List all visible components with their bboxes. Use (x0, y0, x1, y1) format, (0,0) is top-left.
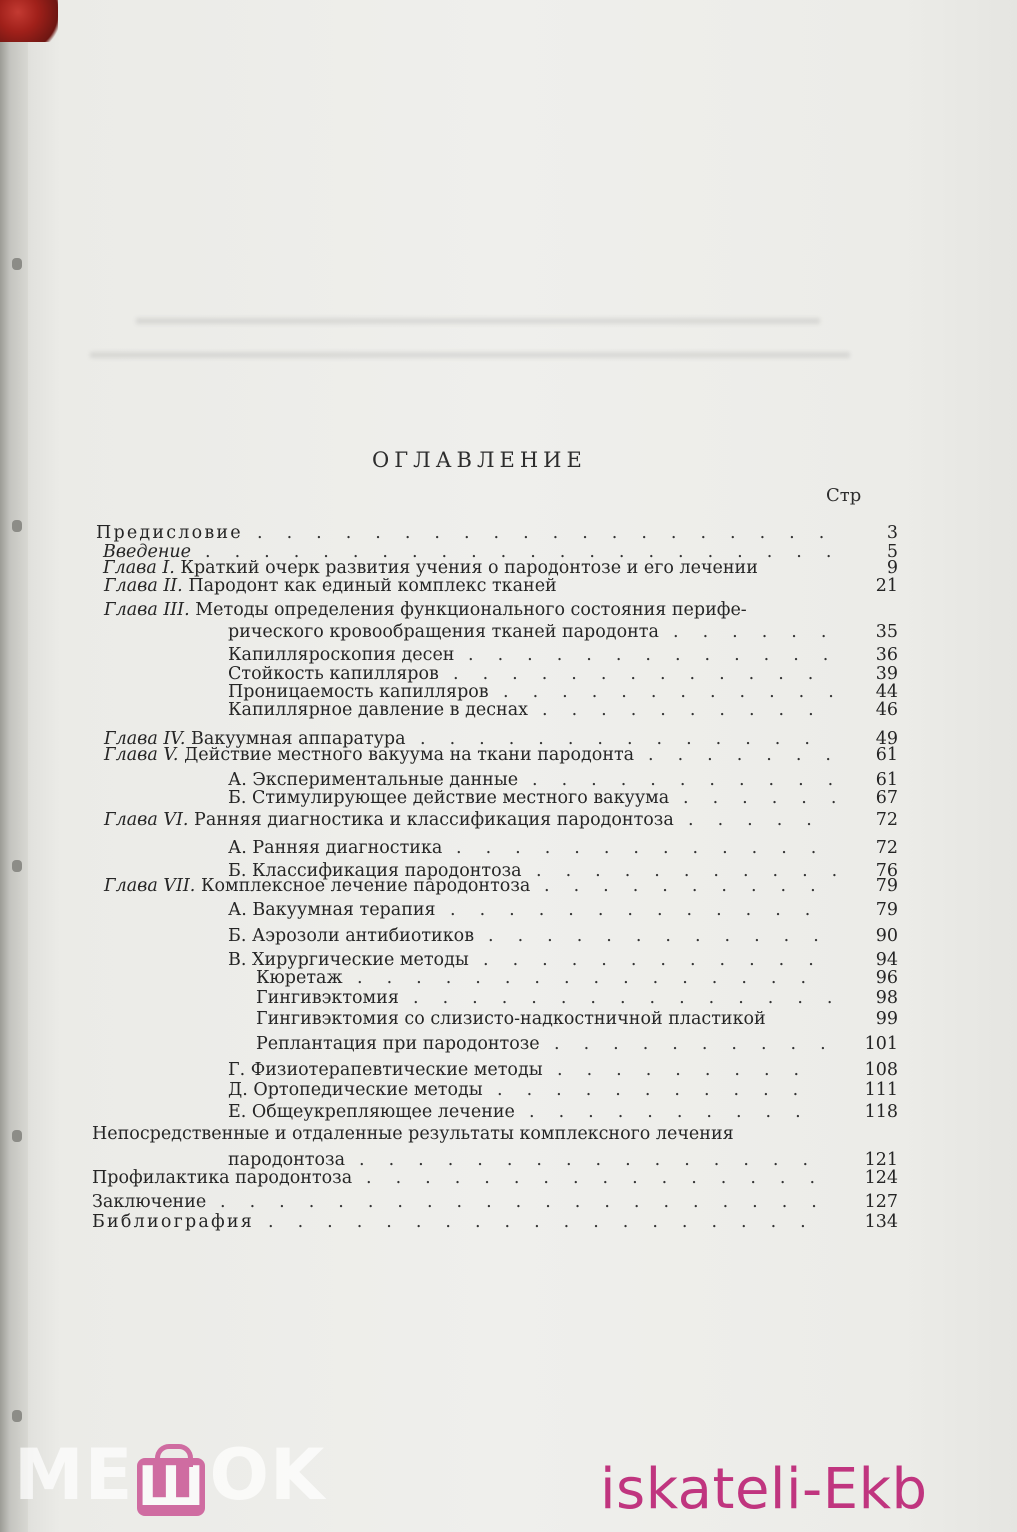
toc-entry-text: Действие местного вакуума на ткани пародонта (184, 745, 635, 765)
watermark-bag-letter: Ш (137, 1455, 206, 1518)
dot-leader: ............. (453, 664, 838, 684)
toc-entry-text: Краткий очерк развития учения о пародонтозе и его лечении (180, 558, 758, 578)
toc-entry-label (228, 836, 442, 860)
binding-stitch (12, 258, 22, 270)
toc-entry-label (228, 924, 474, 948)
dot-leader: ......... (557, 1060, 824, 1080)
toc-chapter-prefix: Глава VII. (104, 876, 196, 896)
toc-chapter-prefix: Глава III. (104, 600, 190, 620)
toc-entry-label (256, 1032, 540, 1056)
toc-page-number: 96 (875, 968, 898, 988)
toc-entry-label (228, 786, 669, 810)
toc-entry-text: Е. Общеукрепляющее лечение (228, 1102, 515, 1122)
toc-entry (0, 874, 1017, 898)
toc-entry-text: Пародонт как единый комплекс тканей (188, 576, 557, 596)
watermark-text-end: OK (209, 1434, 326, 1516)
dot-leader: ...................... (205, 542, 856, 562)
dot-leader: .......... (529, 1102, 825, 1122)
toc-page-number: 72 (875, 838, 898, 858)
toc-page-number: 90 (875, 926, 898, 946)
toc-entry-text: Методы определения функционального состояния перифе- (195, 600, 747, 620)
toc-page-number: 127 (864, 1192, 898, 1212)
dot-leader: ............... (413, 988, 857, 1008)
toc-entry (0, 698, 1017, 722)
toc-page-number: 101 (864, 1034, 898, 1054)
toc-page-number: 118 (864, 1102, 898, 1122)
toc-page-number: 79 (875, 876, 898, 896)
dot-leader: ................ (366, 1168, 840, 1188)
toc-entry (0, 620, 1017, 644)
dot-leader: .......... (544, 876, 840, 896)
toc-page-number: 79 (875, 900, 898, 920)
toc-entry (0, 1166, 1017, 1190)
dot-leader: .......... (542, 700, 838, 720)
toc-entry-text: Г. Физиотерапевтические методы (228, 1060, 543, 1080)
dot-leader: ............. (456, 838, 841, 858)
toc-entry (0, 808, 1017, 832)
toc-entry-label (104, 874, 530, 898)
dot-leader: ................ (357, 968, 831, 988)
toc-entry-label (104, 574, 557, 598)
dot-leader: ........... (532, 770, 858, 790)
toc-page-number: 35 (875, 622, 898, 642)
toc-entry (0, 1007, 1017, 1031)
toc-entry (0, 924, 1017, 948)
toc-entry-text: рического кровообращения тканей пародонта (228, 622, 659, 642)
toc-entry (0, 1100, 1017, 1124)
dot-leader: ........... (497, 1080, 823, 1100)
toc-entry (0, 898, 1017, 922)
toc-entry (0, 1078, 1017, 1102)
toc-entry-text: Б. Аэрозоли антибиотиков (228, 926, 475, 946)
toc-chapter-prefix: Глава II. (104, 576, 183, 596)
toc-chapter-prefix: Глава I. (103, 558, 175, 578)
toc-entry-label (228, 898, 436, 922)
dot-leader: ............ (483, 950, 838, 970)
toc-entry-text: Проницаемость капилляров (228, 682, 489, 702)
toc-page-number: 5 (886, 542, 898, 562)
toc-page-number: 3 (886, 523, 898, 543)
toc-page-number: 111 (864, 1080, 898, 1100)
toc-page-number: 49 (875, 729, 898, 749)
toc-entry-text: Реплантация при пародонтозе (256, 1034, 540, 1054)
dot-leader: ................... (268, 1212, 830, 1232)
toc-entry-label (104, 598, 747, 622)
toc-entry (0, 836, 1017, 860)
toc-page-number: 36 (875, 645, 898, 665)
toc-page-number: 134 (864, 1212, 898, 1232)
toc-entry-label (228, 1078, 483, 1102)
toc-entry-label (92, 1166, 352, 1190)
toc-chapter-prefix: Введение (103, 542, 192, 562)
toc-entry (0, 743, 1017, 767)
toc-chapter-prefix: Глава V. (104, 745, 179, 765)
toc-page-number: 124 (864, 1168, 898, 1188)
toc-entry-label (92, 1210, 254, 1234)
toc-page-number: 61 (875, 745, 898, 765)
dot-leader: .................... (257, 523, 849, 543)
toc-entry (0, 1122, 1017, 1146)
toc-entry-text: В. Хирургические методы (228, 950, 469, 970)
toc-entry-text: А. Экспериментальные данные (228, 770, 519, 790)
toc-entry-label (228, 1100, 515, 1124)
page-column-label: Стр (826, 485, 862, 506)
toc-page-number: 94 (875, 950, 898, 970)
toc-entry-text: Стойкость капилляров (228, 664, 439, 684)
toc-entry-text: Предисловие (96, 523, 243, 543)
toc-entry-label (228, 698, 528, 722)
toc-entry-text: Библиография (92, 1212, 254, 1232)
bleed-through-text (90, 300, 850, 410)
toc-chapter-prefix: Глава VI. (104, 810, 189, 830)
toc-page-number: 121 (864, 1150, 898, 1170)
toc-entry (0, 786, 1017, 810)
toc-page-number: 98 (875, 988, 898, 1008)
toc-entry-text: пародонтоза (228, 1150, 346, 1170)
dot-leader: ........... (536, 861, 862, 881)
toc-entry-text: Профилактика пародонтоза (92, 1168, 353, 1188)
toc-title: ОГЛАВЛЕНИЕ (372, 448, 587, 472)
meshok-watermark (14, 1432, 325, 1518)
toc-entry-text: Капиллярное давление в деснах (228, 700, 528, 720)
toc-entry-text: А. Ранняя диагностика (228, 838, 443, 858)
toc-page-number: 76 (875, 861, 898, 881)
toc-entry-text: Б. Стимулирующее действие местного вакуума (228, 788, 670, 808)
dot-leader: ................ (359, 1150, 833, 1170)
toc-entry-label (256, 1007, 766, 1031)
toc-entry-text: Д. Ортопедические методы (228, 1080, 483, 1100)
seller-watermark: iskateli-Ekb (600, 1457, 928, 1522)
toc-page-number: 99 (875, 1009, 898, 1029)
toc-page-number: 44 (875, 682, 898, 702)
dot-leader: ...... (673, 622, 851, 642)
toc-entry-label (92, 1122, 734, 1146)
watermark-text-start: ME (14, 1434, 134, 1516)
toc-page-number: 9 (886, 558, 898, 578)
toc-entry (0, 574, 1017, 598)
toc-page-number: 21 (875, 576, 898, 596)
dot-leader: ............. (468, 645, 853, 665)
toc-entry-text: Кюретаж (256, 968, 343, 988)
toc-entry-label (104, 808, 674, 832)
toc-entry (0, 1210, 1017, 1234)
dot-leader: ............ (503, 682, 858, 702)
toc-entry-text: Капилляроскопия десен (228, 645, 455, 665)
toc-page-number: 67 (875, 788, 898, 808)
shopping-bag-icon (137, 1455, 206, 1518)
toc-entry (0, 1032, 1017, 1056)
toc-entry-text: Заключение (92, 1192, 207, 1212)
toc-entry (0, 598, 1017, 622)
toc-entry-text: Гингивэктомия со слизисто-надкостничной пластикой (256, 1009, 766, 1029)
dot-leader: ............ (488, 926, 843, 946)
toc-page-number: 108 (864, 1060, 898, 1080)
binding-stitch (12, 1410, 22, 1422)
toc-entry-text: Вакуумная аппаратура (190, 729, 406, 749)
dot-leader: ..................... (220, 1192, 841, 1212)
toc-entry-text: Ранняя диагностика и классификация пародонтоза (194, 810, 674, 830)
dot-leader: .............. (420, 729, 834, 749)
toc-chapter-prefix: Глава IV. (104, 729, 186, 749)
dot-leader: .......... (554, 1034, 850, 1054)
dot-leader: ..... (688, 810, 836, 830)
toc-entry-text: Б. Классификация пародонтоза (228, 861, 522, 881)
toc-entry-text: Комплексное лечение пародонтоза (200, 876, 531, 896)
toc-entry-label (228, 620, 659, 644)
dot-leader: ....... (648, 745, 855, 765)
toc-page-number: 72 (875, 810, 898, 830)
dot-leader: ...... (683, 788, 861, 808)
toc-entry-text: Гингивэктомия (256, 988, 399, 1008)
toc-page-number: 61 (875, 770, 898, 790)
toc-entry-text: Непосредственные и отдаленные результаты комплексного лечения (92, 1124, 734, 1144)
red-cover-corner (0, 0, 58, 42)
toc-page-number: 46 (875, 700, 898, 720)
toc-entry-text: А. Вакуумная терапия (228, 900, 436, 920)
toc-page-number: 39 (875, 664, 898, 684)
toc-entry-label (104, 743, 634, 767)
dot-leader: ............. (450, 900, 835, 920)
